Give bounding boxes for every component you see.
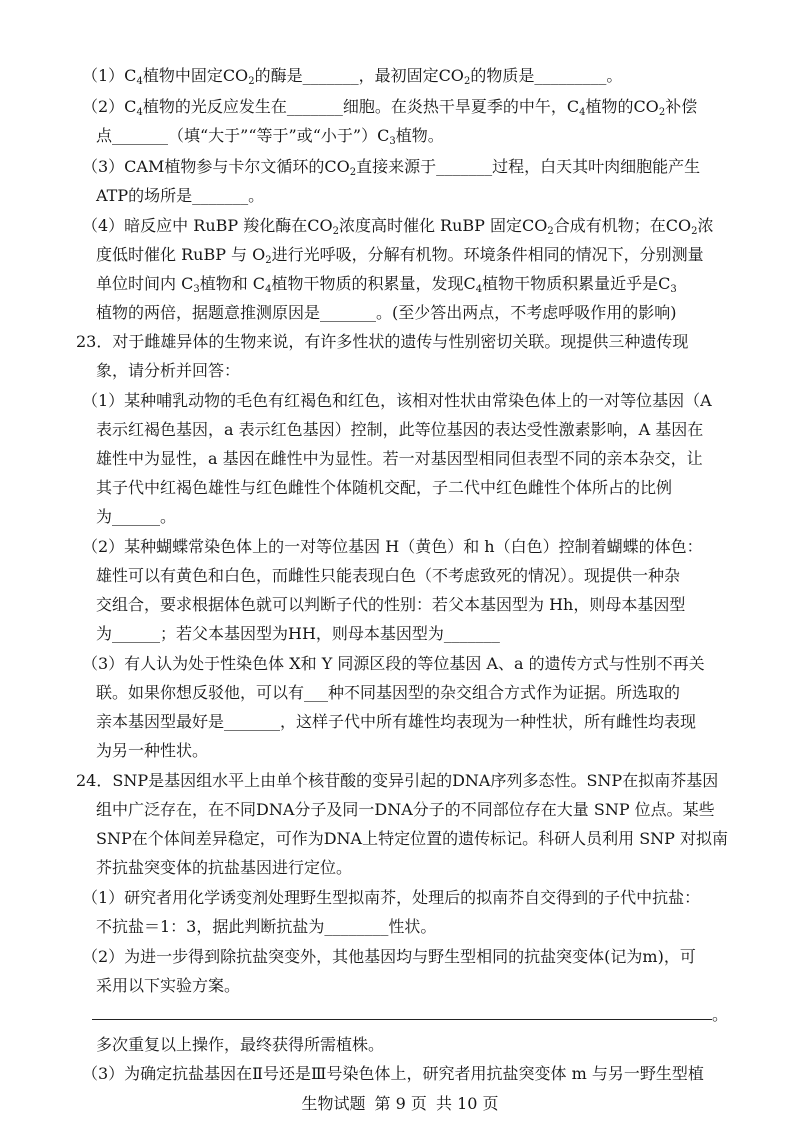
text-line-q23-b [96, 361, 240, 381]
text-run: 的物质是_________。 [470, 66, 623, 85]
subscript: 2 [248, 76, 255, 87]
text-line-q22-1-a [82, 66, 622, 86]
subscript: 4 [265, 284, 272, 295]
subscript: 4 [136, 76, 143, 87]
text-run: 其子代中红褐色雄性与红色雌性个体随机交配，子二代中红色雌性个体所占的比例 [96, 478, 673, 497]
text-line-q24-2-b [96, 976, 240, 996]
text-line-q22-3-b [96, 186, 264, 206]
subscript: 4 [136, 107, 143, 118]
text-run: 植物。 [395, 126, 444, 145]
footer-total-pages: 共 10 页 [436, 1094, 499, 1113]
text-line-q23-1-d [96, 478, 672, 498]
text-line-q22-4-c [96, 274, 677, 294]
subscript: 2 [463, 76, 471, 87]
subscript: 3 [670, 284, 677, 295]
text-line-q24-3-a [82, 1064, 704, 1084]
text-run: 为______。 [96, 507, 177, 526]
text-line-q24-1-a [82, 888, 700, 908]
text-line-q22-3-a [82, 157, 700, 177]
text-line-q23-a [76, 332, 688, 352]
text-line-q23-2-b [96, 566, 680, 586]
text-run: （2）为进一步得到除抗盐突变外，其他基因均与野生型相同的抗盐突变体(记为m)，可 [82, 947, 696, 966]
subscript: 4 [579, 107, 586, 118]
text-run: （1）某种哺乳动物的毛色有红褐色和红色，该相对性状由常染色体上的一对等位基因（A [82, 391, 712, 410]
text-run: 进行光呼吸，分解有机物。环境条件相同的情况下，分别测量 [271, 245, 704, 264]
text-line-q22-4-b [96, 245, 704, 265]
text-line-q24-c [96, 829, 728, 849]
text-run: 合成有机物；在CO [553, 216, 692, 235]
text-run: 雄性中为显性，a 基因在雌性中为显性。若一对基因型相同但表型不同的亲本杂交，让 [96, 449, 703, 468]
text-run: 补偿 [665, 97, 698, 116]
text-run: 植物和 C [199, 274, 266, 293]
text-run: 交组合，要求根据体色就可以判断子代的性别：若父本基因型为 Hh，则母本基因型 [96, 595, 686, 614]
text-line-q23-3-c [96, 712, 696, 732]
text-line-q24-1-b [96, 917, 436, 937]
text-line-q24-d [96, 858, 352, 878]
text-line-q23-2-a [82, 537, 703, 557]
text-run: （4）暗反应中 RuBP 羧化酶在CO [82, 216, 333, 235]
text-run: 为另一种性状。 [96, 741, 209, 760]
text-run: 组中广泛存在，在不同DNA分子及同一DNA分子的不同部位存在大量 SNP 位点。某些 [96, 800, 715, 819]
text-run: （2）C [82, 97, 137, 116]
text-run: 为______；若父本基因型为HH，则母本基因型为_______ [96, 624, 500, 643]
text-run: 直接来源于_______过程，白天其叶肉细胞能产生 [356, 157, 701, 176]
text-line-q24-2-a [82, 947, 696, 967]
text-run: 。 [712, 1005, 729, 1024]
subscript: 3 [389, 136, 396, 147]
text-run: （2）某种蝴蝶常染色体上的一对等位基因 H（黄色）和 h（白色）控制着蝴蝶的体色： [82, 537, 703, 556]
subscript: 2 [547, 226, 554, 237]
subscript: 2 [349, 167, 357, 178]
text-line-q24-a [76, 771, 718, 791]
text-run: （1）C [82, 66, 137, 85]
text-run: 采用以下实验方案。 [96, 976, 241, 995]
text-run: SNP在个体间差异稳定，可作为DNA上特定位置的遗传标记。科研人员利用 SNP 对拟南 [96, 829, 729, 848]
subscript: 3 [193, 284, 200, 295]
text-line-q24-2-c [712, 1005, 728, 1025]
subscript: 2 [265, 255, 272, 266]
text-run: 植物中固定CO [142, 66, 249, 85]
text-run: 植物的两倍，据题意推测原因是_______。(至少答出两点，不考虑呼吸作用的影响) [96, 303, 677, 322]
text-run: 植物干物质积累量近乎是C [482, 274, 671, 293]
text-run: 亲本基因型最好是_______，这样子代中所有雄性均表现为一种性状，所有雌性均表现 [96, 712, 697, 731]
text-line-q23-1-b [96, 420, 703, 440]
text-run: 浓度高时催化 RuBP 固定CO [338, 216, 548, 235]
subscript: 2 [691, 226, 698, 237]
text-run: 的酶是_______，最初固定CO [254, 66, 464, 85]
text-run: （1）研究者用化学诱变剂处理野生型拟南芥，处理后的拟南芥自交得到的子代中抗盐： [82, 888, 701, 907]
text-run: 多次重复以上操作，最终获得所需植株。 [96, 1035, 385, 1054]
footer-subject: 生物试题 [301, 1094, 366, 1113]
text-run: 植物干物质的积累量，发现C [271, 274, 476, 293]
text-line-q22-2-b [96, 126, 444, 146]
text-run: ATP的场所是_______。 [96, 186, 265, 205]
text-run: 23．对于雌雄异体的生物来说，有许多性状的遗传与性别密切关联。现提供三种遗传现 [76, 332, 689, 351]
text-run: （3）CAM植物参与卡尔文循环的CO [82, 157, 350, 176]
text-run: 芥抗盐突变体的抗盐基因进行定位。 [96, 858, 353, 877]
text-run: （3）有人认为处于性染色体 X和 Y 同源区段的等位基因 A、a 的遗传方式与性别不再关 [82, 654, 705, 673]
text-line-q23-2-c [96, 595, 685, 615]
text-run: 单位时间内 C [96, 274, 194, 293]
text-run: 植物的CO [585, 97, 659, 116]
text-run: 表示红褐色基因，a 表示红色基因）控制，此等位基因的表达受性激素影响，A 基因在 [96, 420, 704, 439]
text-line-q24-2-d [96, 1035, 384, 1055]
text-line-q23-1-c [96, 449, 703, 469]
text-line-q24-b [96, 800, 715, 820]
text-line-q23-1-a [82, 391, 712, 411]
text-line-q23-2-d [96, 624, 500, 644]
subscript: 2 [658, 107, 666, 118]
answer-blank-line [92, 1019, 712, 1020]
subscript: 2 [332, 226, 339, 237]
text-line-q23-3-a [82, 654, 705, 674]
text-run: 雄性可以有黄色和白色，而雌性只能表现白色（不考虑致死的情况）。现提供一种杂 [96, 566, 681, 585]
footer-page-number: 第 9 页 [374, 1094, 427, 1113]
text-run: 24．SNP是基因组水平上由单个核苷酸的变异引起的DNA序列多态性。SNP在拟南芥基因 [76, 771, 719, 790]
subscript: 4 [475, 284, 483, 295]
text-run: 不抗盐＝1：3，据此判断抗盐为________性状。 [96, 917, 437, 936]
text-line-q23-3-d [96, 741, 208, 761]
text-line-q23-3-b [96, 683, 680, 703]
text-line-q22-4-d [96, 303, 677, 323]
text-line-q22-4-a [82, 216, 714, 236]
text-line-q23-1-e [96, 507, 176, 527]
text-line-q22-2-a [82, 97, 697, 117]
text-run: （3）为确定抗盐基因在Ⅱ号还是Ⅲ号染色体上，研究者用抗盐突变体 m 与另一野生型植 [82, 1064, 704, 1083]
text-run: 植物的光反应发生在_______细胞。在炎热干旱夏季的中午，C [142, 97, 580, 116]
text-run: 象，请分析并回答： [96, 361, 241, 380]
page-footer [0, 1094, 800, 1114]
text-run: 点_______（填“大于”“等于”或“小于”）C [96, 126, 390, 145]
text-run: 度低时催化 RuBP 与 O [96, 245, 266, 264]
text-run: 浓 [697, 216, 714, 235]
text-run: 联。如果你想反驳他，可以有___种不同基因型的杂交组合方式作为证据。所选取的 [96, 683, 681, 702]
